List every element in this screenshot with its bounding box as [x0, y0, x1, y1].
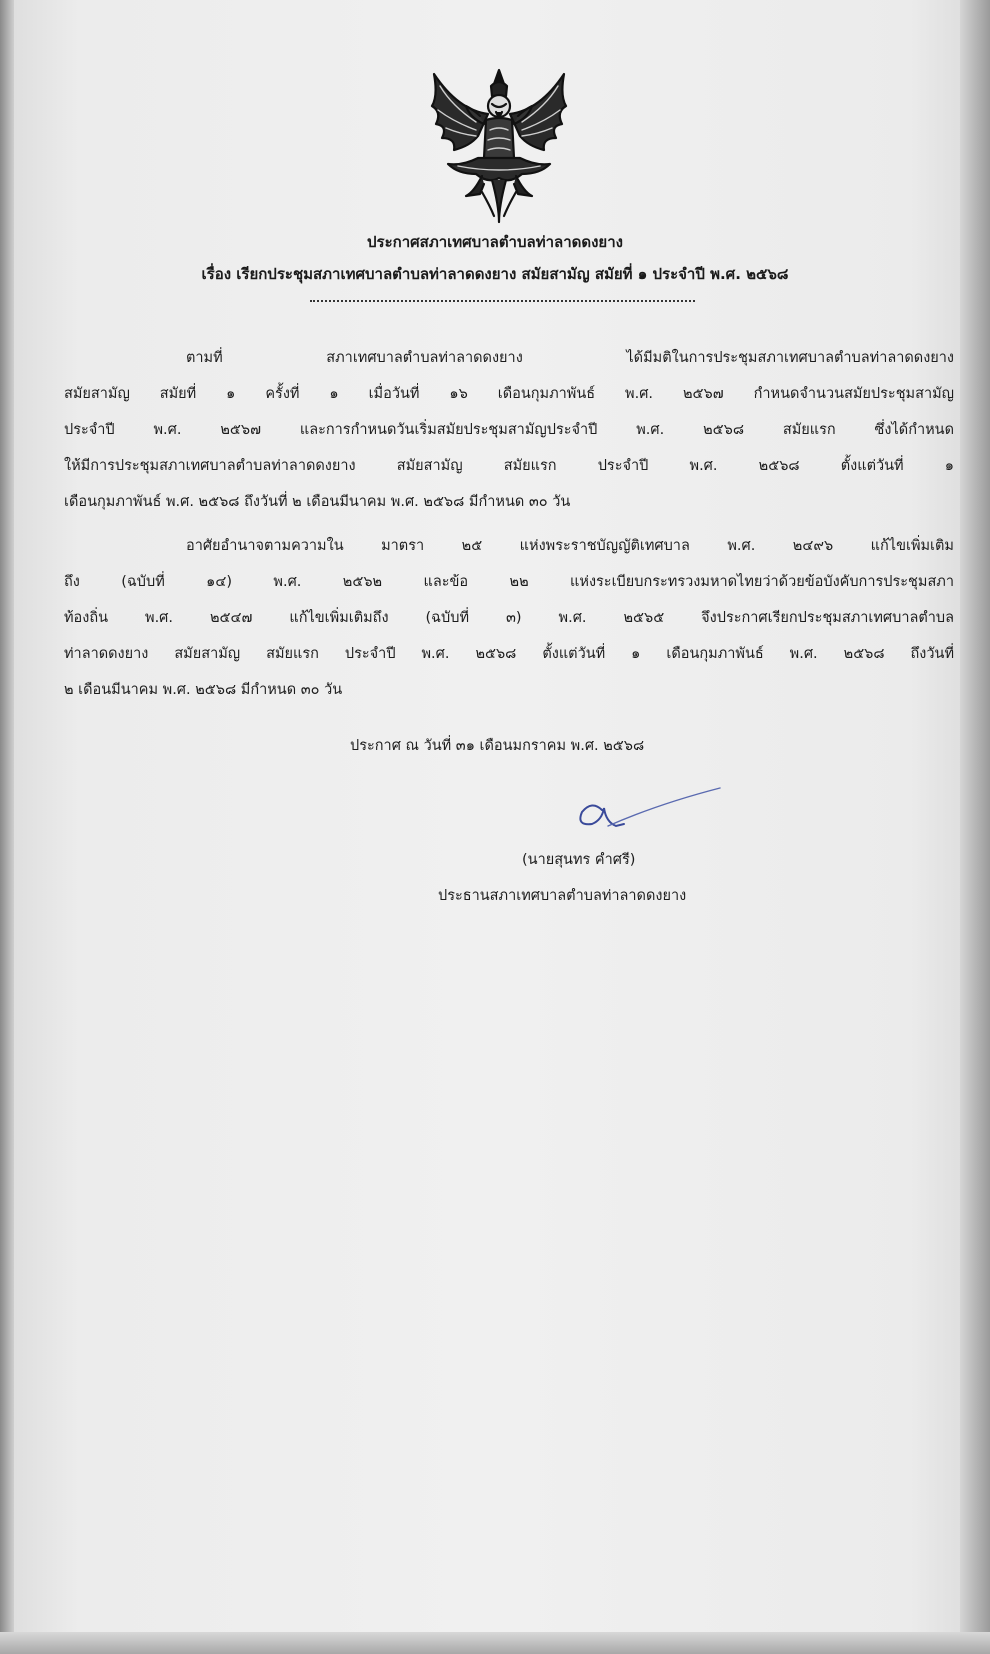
signer-name: (นายสุนทร คำศรี) [522, 852, 636, 868]
signer-position: ประธานสภาเทศบาลตำบลท่าลาดดงยาง [438, 888, 687, 904]
paragraph1-line: ประจำปี พ.ศ. ๒๕๖๗ และการกำหนดวันเริ่มสมัยประชุมสามัญประจำปี พ.ศ. ๒๕๖๘ สมัยแรก ซึ่งได้กำหนด [64, 422, 954, 438]
paragraph1-line: สมัยสามัญ สมัยที่ ๑ ครั้งที่ ๑ เมื่อวันที่ ๑๖ เดือนกุมภาพันธ์ พ.ศ. ๒๕๖๗ กำหนดจำนวนสมัยประชุมสามัญ [64, 386, 954, 402]
paragraph2-line: ถึง (ฉบับที่ ๑๔) พ.ศ. ๒๕๖๒ และข้อ ๒๒ แห่งระเบียบกระทรวงมหาดไทยว่าด้วยข้อบังคับการประชุมสภา [64, 574, 954, 590]
paragraph2-line: ๒ เดือนมีนาคม พ.ศ. ๒๕๖๘ มีกำหนด ๓๐ วัน [64, 682, 343, 698]
paragraph1-line: เดือนกุมภาพันธ์ พ.ศ. ๒๕๖๘ ถึงวันที่ ๒ เดือนมีนาคม พ.ศ. ๒๕๖๘ มีกำหนด ๓๐ วัน [64, 494, 571, 510]
garuda-emblem-icon [418, 66, 580, 226]
document-title: ประกาศสภาเทศบาลตำบลท่าลาดดงยาง [367, 233, 623, 251]
page-shadow-bottom [0, 1632, 990, 1654]
paragraph1-line: ตามที่ สภาเทศบาลตำบลท่าลาดดงยาง ได้มีมติในการประชุมสภาเทศบาลตำบลท่าลาดดงยาง [186, 350, 954, 366]
paragraph2-line: อาศัยอำนาจตามความใน มาตรา ๒๕ แห่งพระราชบัญญัติเทศบาล พ.ศ. ๒๔๙๖ แก้ไขเพิ่มเติม [186, 538, 954, 554]
handwritten-signature-icon [568, 782, 728, 842]
paragraph2-line: ท้องถิ่น พ.ศ. ๒๕๔๗ แก้ไขเพิ่มเติมถึง (ฉบับที่ ๓) พ.ศ. ๒๕๖๕ จึงประกาศเรียกประชุมสภาเทศบาลตำบล [64, 610, 954, 626]
paragraph2-line: ท่าลาดดงยาง สมัยสามัญ สมัยแรก ประจำปี พ.ศ. ๒๕๖๘ ตั้งแต่วันที่ ๑ เดือนกุมภาพันธ์ พ.ศ. ๒๕๖๘ ถึงวันที่ [64, 646, 954, 662]
announcement-date: ประกาศ ณ วันที่ ๓๑ เดือนมกราคม พ.ศ. ๒๕๖๘ [350, 738, 645, 754]
dotted-separator [310, 300, 695, 302]
paragraph1-line: ให้มีการประชุมสภาเทศบาลตำบลท่าลาดดงยาง สมัยสามัญ สมัยแรก ประจำปี พ.ศ. ๒๕๖๘ ตั้งแต่วันที่ ๑ [64, 458, 954, 474]
document-subject: เรื่อง เรียกประชุมสภาเทศบาลตำบลท่าลาดดงยาง สมัยสามัญ สมัยที่ ๑ ประจำปี พ.ศ. ๒๕๖๘ [201, 265, 789, 283]
